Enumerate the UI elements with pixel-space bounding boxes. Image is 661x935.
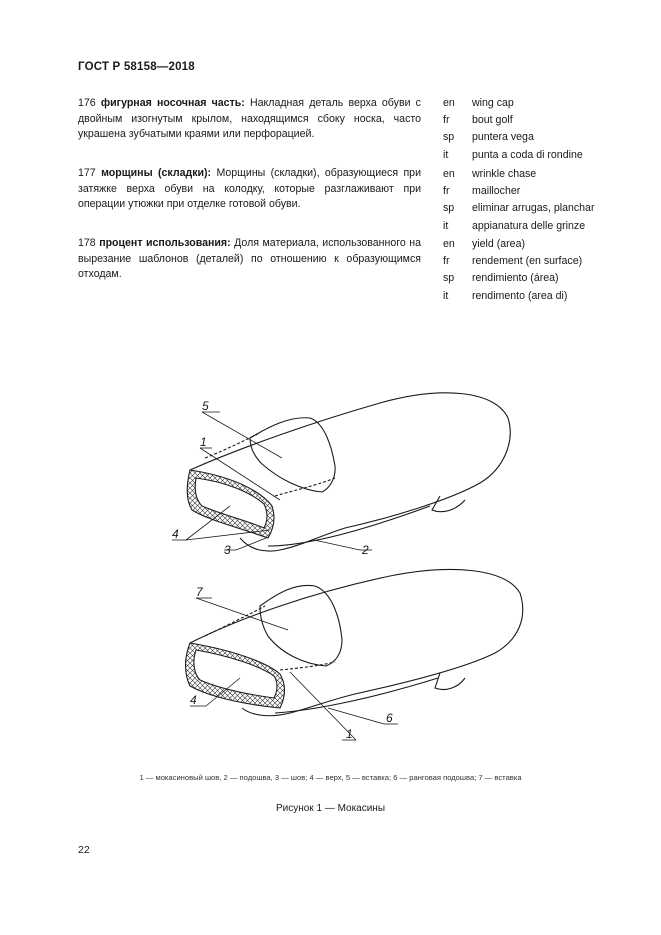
callout-label: 3 — [224, 543, 231, 557]
page-number: 22 — [78, 844, 90, 856]
lang-code: en — [443, 168, 455, 180]
translation-text: rendement (en surface) — [472, 255, 583, 268]
callout-label: 1 — [200, 435, 207, 449]
moccasin-figure — [150, 378, 540, 743]
translation-text: bout golf — [472, 114, 513, 127]
callout-label: 7 — [196, 585, 203, 599]
lang-code: it — [443, 289, 449, 302]
translation-text: wrinkle chase — [472, 168, 537, 180]
term-definition: Доля материала, использованного на вырезание шаблонов (деталей) по отношению к образующимся отходам. — [78, 237, 421, 280]
term-title: морщины (складки): — [101, 167, 212, 179]
term-definition: Морщины (складки), образующиеся при затяжке верха обуви на колодку, которые разглаживают при операции утюжки при отделке готовой обуви. — [78, 167, 421, 210]
lang-code: fr — [443, 114, 450, 127]
term-entry-177 — [78, 166, 421, 213]
callout-label: 1 — [346, 727, 353, 741]
figure-caption: Рисунок 1 — Мокасины — [275, 803, 386, 814]
term-definition: Накладная деталь верха обуви с двойным изогнутым крылом, находящимся сбоку носка, часто украшена зубчатыми краями или перфорацией. — [78, 97, 421, 140]
translation-text: puntera vega — [472, 131, 534, 144]
lang-code: fr — [443, 255, 450, 268]
top-section-hatching — [187, 470, 274, 538]
lang-code: sp — [443, 131, 455, 144]
callout-label: 5 — [202, 399, 209, 413]
bottom-callout-lines — [190, 598, 398, 740]
lang-code: sp — [443, 202, 455, 215]
translations-176 — [443, 95, 583, 164]
translations-177 — [443, 166, 594, 235]
term-title: фигурная носочная часть: — [100, 97, 245, 109]
term-number: 176 — [78, 97, 96, 109]
lang-code: en — [443, 97, 455, 109]
translations-178 — [443, 236, 582, 305]
lang-code: it — [443, 148, 449, 161]
term-entry-176 — [78, 96, 421, 143]
moccasin-top-drawing — [187, 393, 510, 551]
translation-text: maillocher — [472, 185, 521, 198]
document-header: ГОСТ Р 58158—2018 — [78, 61, 195, 73]
term-number: 177 — [78, 167, 96, 179]
lang-code: it — [443, 219, 449, 232]
translation-text: appianatura delle grinze — [472, 219, 586, 232]
callout-label: 4 — [172, 527, 179, 541]
lang-code: sp — [443, 272, 455, 285]
translation-text: eliminar arrugas, planchar — [472, 202, 595, 215]
translation-text: rendimento (area di) — [472, 289, 568, 302]
figure-legend: 1 — мокасиновый шов, 2 — подошва, 3 — шов; 4 — верх, 5 — вставка; 6 — ранговая подошва; 7 — вставка — [139, 773, 522, 782]
translation-text: wing cap — [472, 97, 514, 109]
callout-label: 2 — [362, 543, 369, 557]
term-title: процент использования: — [99, 237, 231, 249]
lang-code: en — [443, 238, 455, 250]
term-number: 178 — [78, 237, 96, 249]
term-entry-178 — [78, 236, 421, 283]
lang-code: fr — [443, 185, 450, 198]
translation-text: rendimiento (área) — [472, 272, 559, 285]
callout-label: 6 — [386, 711, 393, 725]
callout-label: 4 — [190, 693, 197, 707]
translation-text: yield (area) — [472, 238, 525, 250]
translation-text: punta a coda di rondine — [472, 148, 583, 161]
